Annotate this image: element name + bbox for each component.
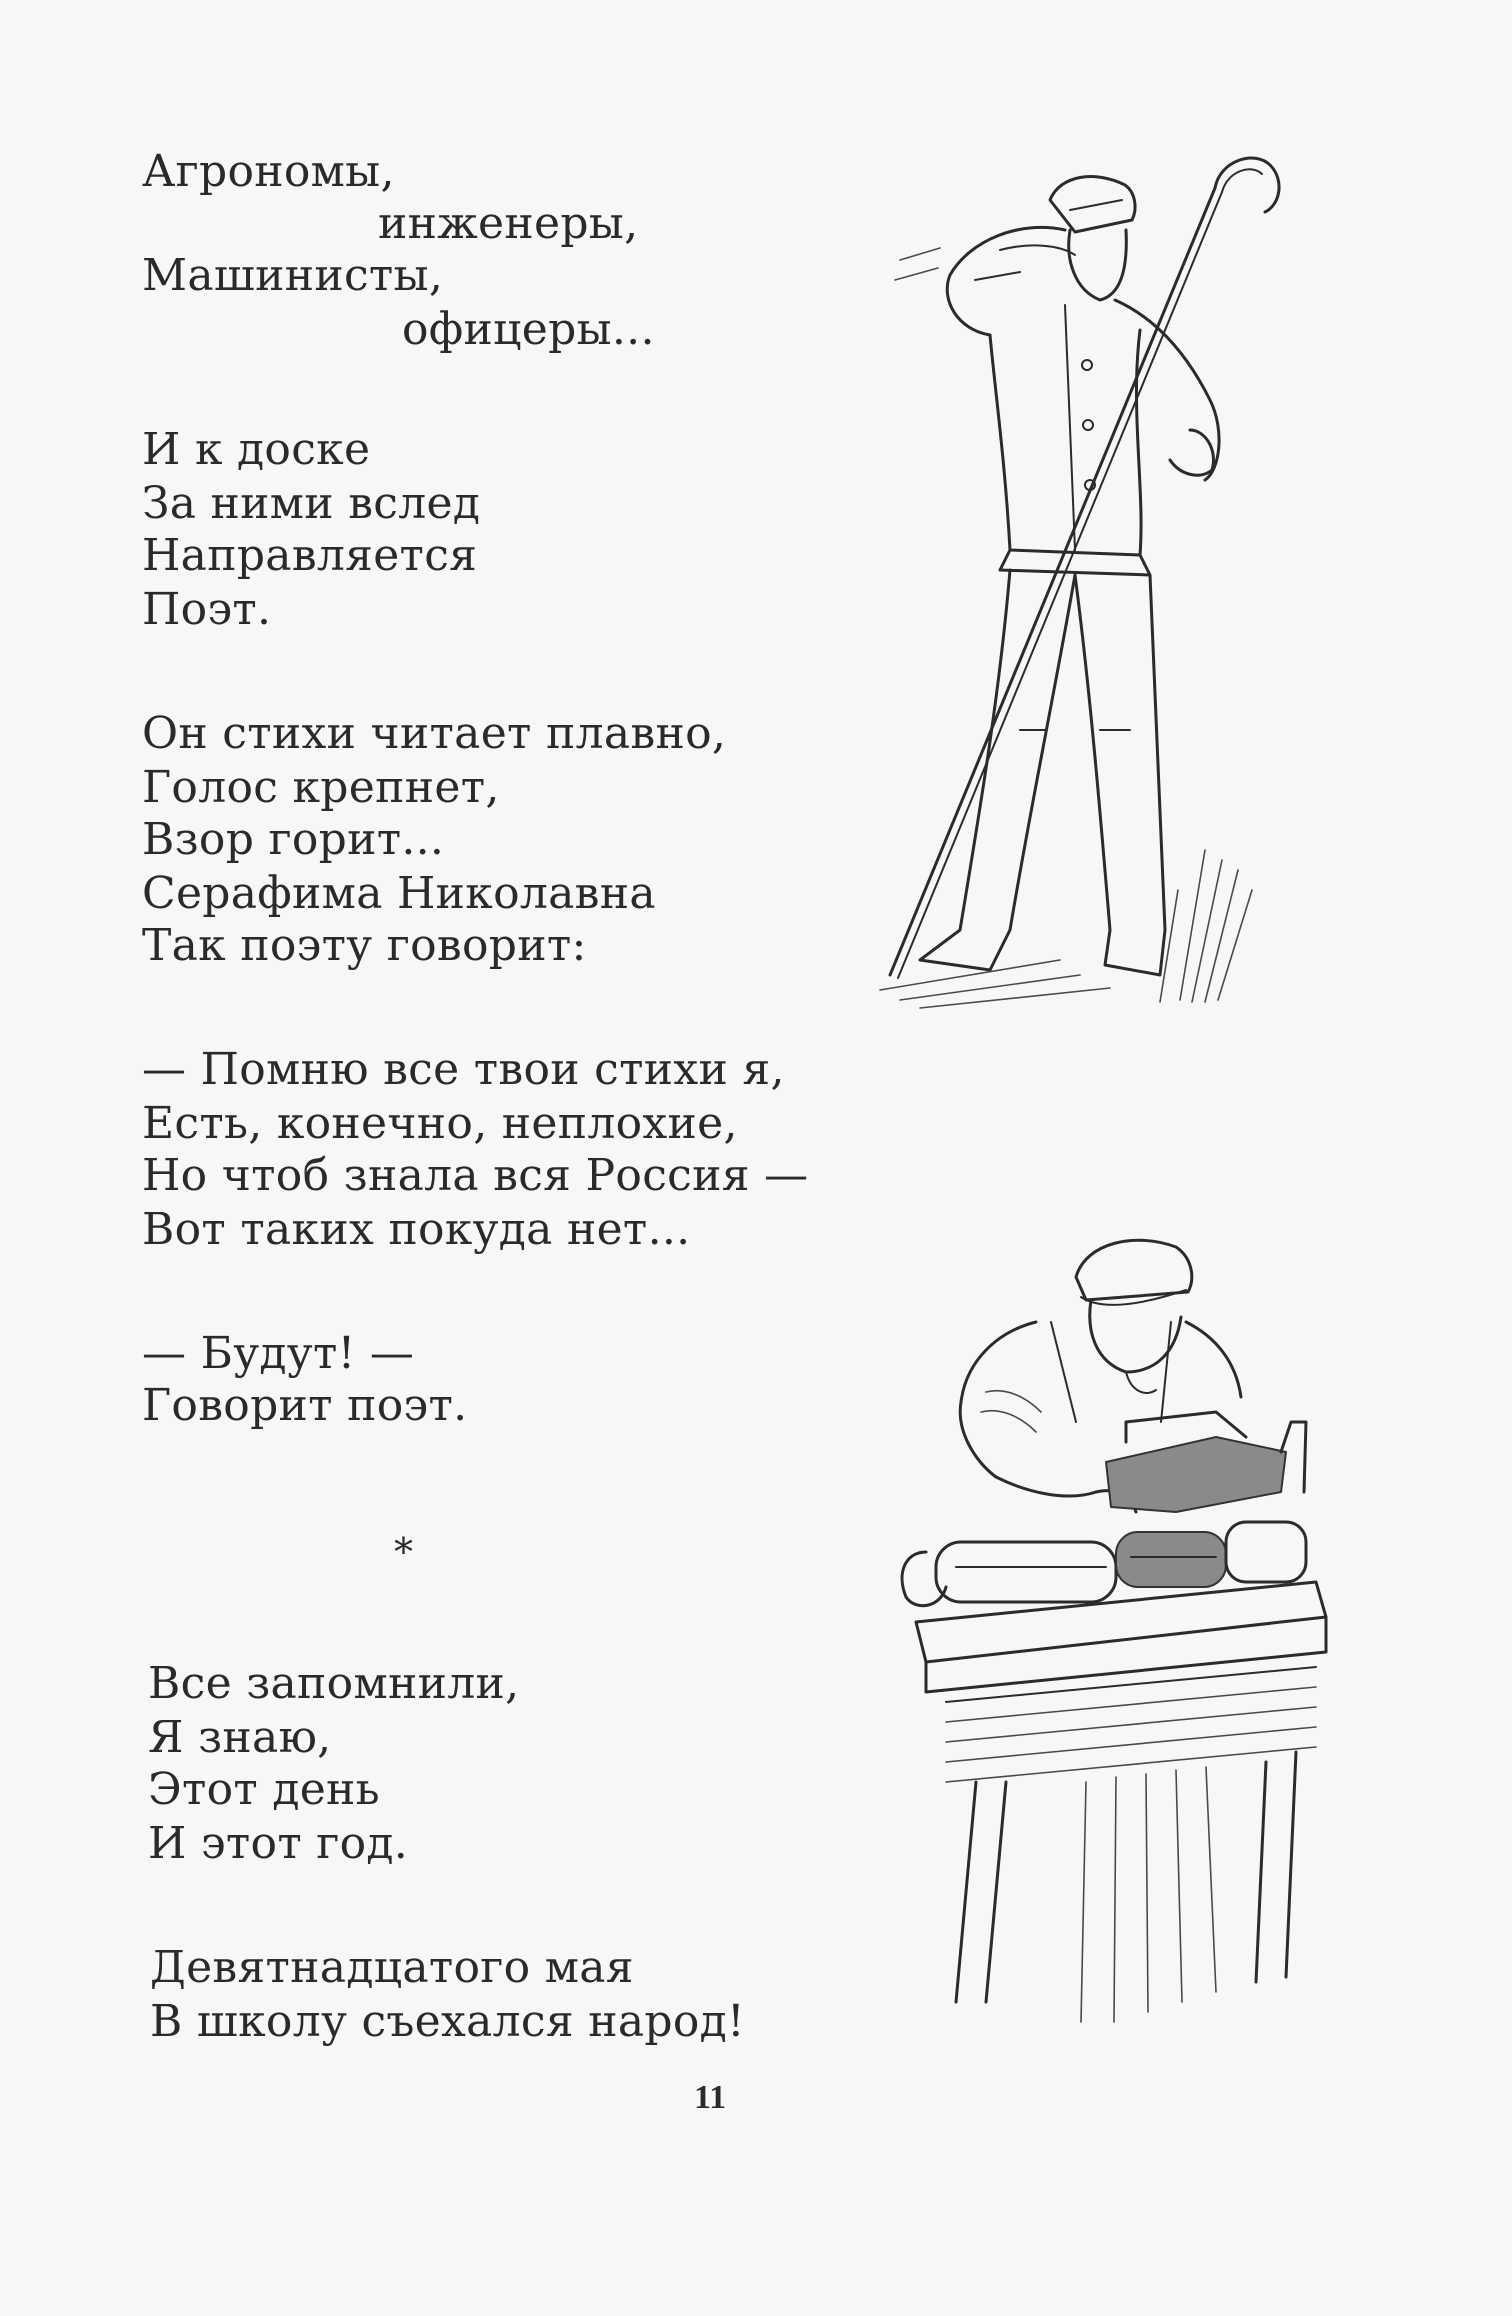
- poem-line: Машинисты,: [142, 250, 444, 301]
- poem-line: Есть, конечно, неплохие,: [142, 1098, 738, 1149]
- poem-line: — Будут! —: [142, 1328, 415, 1379]
- lathe-worker-illustration: [886, 1222, 1340, 2052]
- poem-line: Все запомнили,: [148, 1658, 520, 1709]
- poem-line: И этот год.: [148, 1818, 409, 1869]
- poem-line: офицеры...: [402, 304, 655, 355]
- poem-line: Агрономы,: [142, 146, 395, 197]
- poem-line: За ними вслед: [142, 478, 481, 529]
- poem-line: Серафима Николавна: [142, 868, 656, 919]
- section-separator: *: [394, 1530, 413, 1574]
- poem-line: Поэт.: [142, 584, 272, 635]
- poem-line: Говорит поэт.: [142, 1380, 468, 1431]
- poem-line: Вот таких покуда нет...: [142, 1204, 691, 1255]
- poem-line: Я знаю,: [148, 1712, 332, 1763]
- poem-line: Так поэту говорит:: [142, 920, 587, 971]
- poem-line: Взор горит...: [142, 814, 445, 865]
- worker-with-rod-illustration: [860, 130, 1340, 1010]
- poem-line: Девятнадцатого мая: [150, 1942, 634, 1993]
- page-number: 11: [694, 2079, 727, 2116]
- poem-line: Этот день: [148, 1764, 380, 1815]
- poem-line: И к доске: [142, 424, 371, 475]
- poem-line: Голос крепнет,: [142, 762, 500, 813]
- poem-line: Но чтоб знала вся Россия —: [142, 1150, 809, 1201]
- poem-line: В школу съехался народ!: [150, 1996, 745, 2047]
- poem-line: Направляется: [142, 530, 478, 581]
- poem-line: инженеры,: [378, 198, 639, 249]
- poem-line: — Помню все твои стихи я,: [142, 1044, 785, 1095]
- poem-line: Он стихи читает плавно,: [142, 708, 727, 759]
